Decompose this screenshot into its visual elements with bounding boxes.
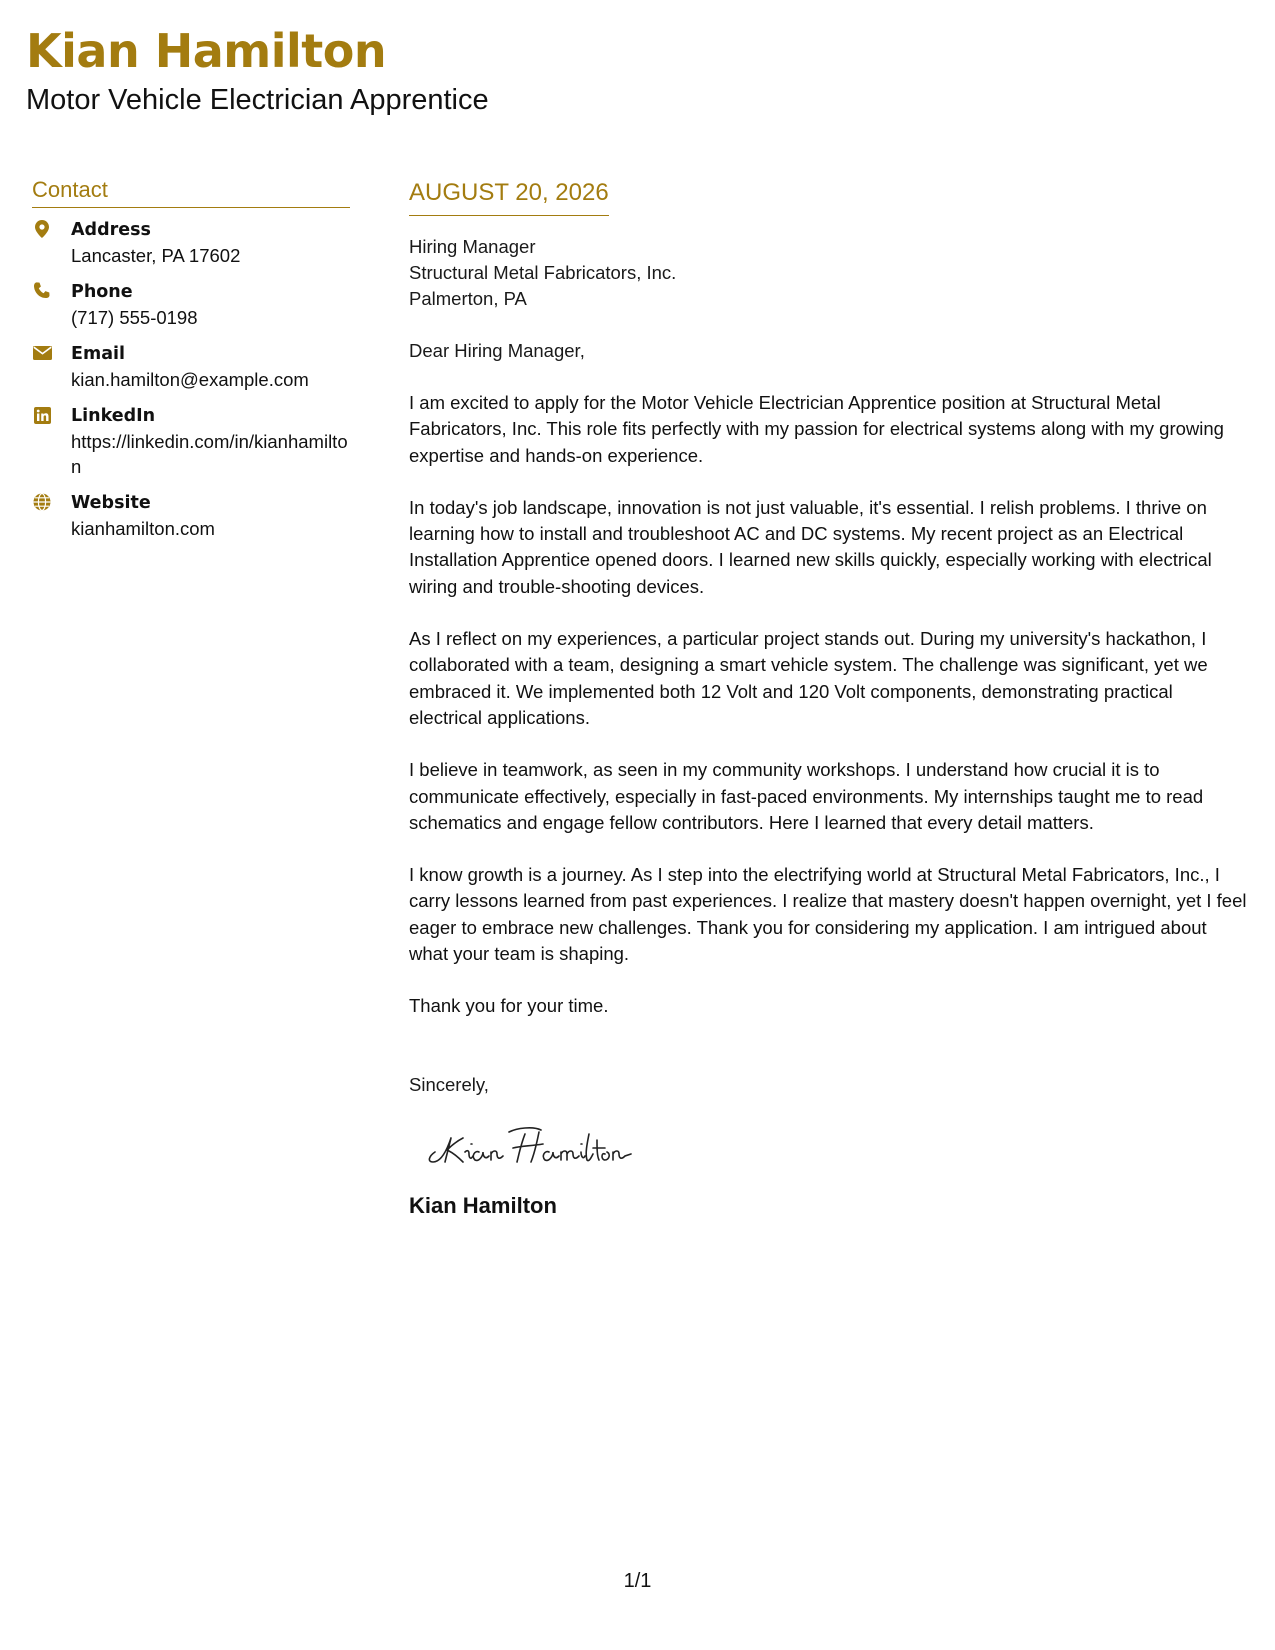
contact-label: Phone bbox=[71, 282, 133, 302]
contact-sidebar bbox=[32, 176, 352, 553]
envelope-icon bbox=[32, 343, 52, 363]
page-number: 1/1 bbox=[623, 1570, 652, 1592]
signer-name: Kian Hamilton bbox=[409, 1192, 557, 1218]
contact-label: LinkedIn bbox=[71, 406, 156, 426]
phone-icon bbox=[32, 281, 52, 301]
recipient-block bbox=[409, 234, 1249, 312]
contact-heading: Contact bbox=[32, 176, 350, 208]
letter-body bbox=[409, 178, 1249, 1220]
address-value: Lancaster, PA 17602 bbox=[71, 245, 241, 266]
contact-item-phone bbox=[32, 280, 352, 330]
body-paragraph: I am excited to apply for the Motor Vehicle Electrician Apprentice position at Structural Metal Fabricators, Inc. This role fits perfectly with my passion for electrical systems along with my growing expertise and hands-on experience. bbox=[409, 392, 1224, 466]
contact-label: Address bbox=[71, 220, 151, 240]
contact-label: Website bbox=[71, 493, 151, 513]
body-paragraph: I believe in teamwork, as seen in my community workshops. I understand how crucial it is to communicate effectively, especially in fast-paced environments. My internships taught me to read schematics and engage fellow contributors. Here I learned that every detail matters. bbox=[409, 759, 1204, 833]
email-value[interactable]: kian.hamilton@example.com bbox=[71, 369, 309, 390]
linkedin-value[interactable]: https://linkedin.com/in/kianhamilton bbox=[71, 431, 348, 477]
contact-label: Email bbox=[71, 344, 125, 364]
body-paragraph: In today's job landscape, innovation is not just valuable, it's essential. I relish problems. I thrive on learning how to install and troubleshoot AC and DC systems. My recent project as an Electrical Installation Apprentice opened doors. I learned new skills quickly, especially working with electrical wiring and trouble-shooting devices. bbox=[409, 496, 1212, 597]
contact-item-linkedin bbox=[32, 404, 352, 479]
website-value[interactable]: kianhamilton.com bbox=[71, 518, 215, 539]
thank-you-line: Thank you for your time. bbox=[409, 995, 609, 1017]
salutation: Dear Hiring Manager, bbox=[409, 340, 585, 361]
recipient-name: Hiring Manager bbox=[409, 236, 536, 257]
recipient-location: Palmerton, PA bbox=[409, 288, 527, 309]
letter-date: AUGUST 20, 2026 bbox=[409, 178, 609, 216]
contact-item-email bbox=[32, 342, 352, 392]
linkedin-icon bbox=[32, 405, 52, 425]
recipient-company: Structural Metal Fabricators, Inc. bbox=[409, 262, 677, 283]
contact-item-website bbox=[32, 491, 352, 541]
closing: Sincerely, bbox=[409, 1073, 489, 1095]
candidate-role: Motor Vehicle Electrician Apprentice bbox=[26, 84, 489, 116]
contact-list bbox=[32, 218, 352, 541]
candidate-name: Kian Hamilton bbox=[26, 24, 387, 78]
map-pin-icon bbox=[32, 219, 52, 239]
globe-icon bbox=[32, 492, 52, 512]
body-paragraph: I know growth is a journey. As I step into the electrifying world at Structural Metal Fabricators, Inc., I carry lessons learned from past experiences. I realize that mastery doesn't happen overnight, yet I feel eager to embrace new challenges. Thank you for considering my application. I am intrigued about what your team is shaping. bbox=[409, 864, 1247, 965]
contact-item-address bbox=[32, 218, 352, 268]
phone-value: (717) 555-0198 bbox=[71, 307, 198, 328]
body-paragraph: As I reflect on my experiences, a particular project stands out. During my university's hackathon, I collaborated with a team, designing a smart vehicle system. The challenge was significant, yet we embraced it. We implemented both 12 Volt and 120 Volt components, demonstrating practical electrical applications. bbox=[409, 628, 1208, 728]
handwritten-signature bbox=[421, 1120, 1249, 1172]
